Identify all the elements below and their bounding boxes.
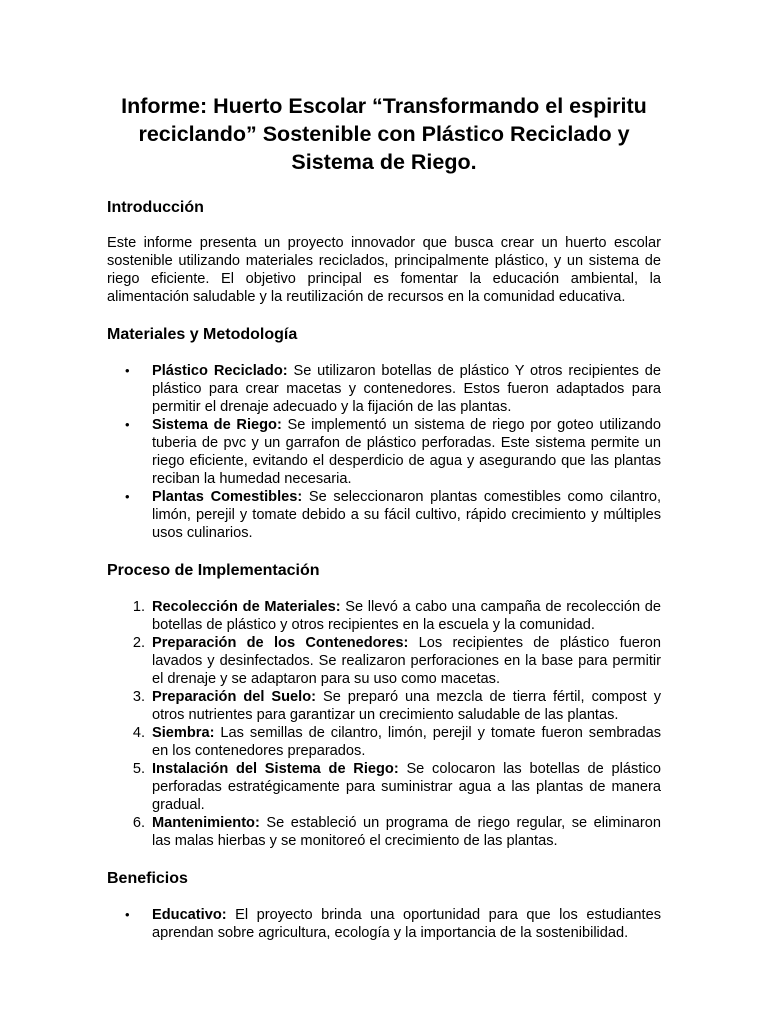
- list-item: [107, 814, 661, 850]
- bullet-marker: •: [125, 417, 130, 432]
- materials-list: [107, 362, 661, 542]
- list-item-label: Preparación del Suelo:: [152, 689, 316, 705]
- list-item: [107, 724, 661, 760]
- list-item: [107, 688, 661, 724]
- list-item: [107, 362, 661, 416]
- bullet-marker: •: [125, 489, 130, 504]
- list-item: [107, 598, 661, 634]
- section-heading-process: Proceso de Implementación: [107, 562, 320, 579]
- introduction-paragraph: Este informe presenta un proyecto innovador que busca crear un huerto escolar sostenible utilizando materiales reciclados, principalmente plástico, y un sistema de riego eficiente. El objetivo principal es fomentar la educación ambiental, la alimentación saludable y la reutilización de recursos en la comunidad educativa.: [107, 235, 661, 305]
- list-item: [107, 416, 661, 488]
- list-number: 6.: [132, 815, 145, 831]
- list-number: 3.: [132, 689, 145, 705]
- list-item-label: Preparación de los Contenedores:: [152, 635, 409, 651]
- list-item-text: Se implementó un sistema de riego por goteo utilizando tuberia de pvc y un garrafon de plástico perforadas. Este sistema permite un riego eficiente, evitando el desperdicio de agua y asegurando que las plantas reciban la humedad necesaria.: [152, 417, 661, 487]
- list-number: 4.: [132, 725, 145, 741]
- list-item: [107, 488, 661, 542]
- document-title: Informe: Huerto Escolar “Transformando el espiritu reciclando” Sostenible con Plástico Reciclado y Sistema de Riego.: [121, 94, 647, 174]
- document-page: [107, 92, 661, 942]
- list-number: 2.: [132, 635, 145, 651]
- list-item-text: Los recipientes de plástico fueron lavados y desinfectados. Se realizaron perforaciones en la base para permitir el drenaje y se adaptaron para su uso como macetas.: [152, 635, 661, 687]
- list-item-text: Se colocaron las botellas de plástico perforadas estratégicamente para suministrar agua a las plantas de manera gradual.: [152, 761, 661, 813]
- process-list: [107, 598, 661, 850]
- bullet-marker: •: [125, 907, 130, 922]
- list-item-label: Plástico Reciclado:: [152, 363, 288, 379]
- section-heading-materials: Materiales y Metodología: [107, 326, 298, 343]
- list-item-label: Siembra:: [152, 725, 215, 741]
- list-item-text: Las semillas de cilantro, limón, perejil y tomate fueron sembradas en los contenedores preparados.: [152, 725, 661, 759]
- list-item-text: Se preparó una mezcla de tierra fértil, compost y otros nutrientes para garantizar un crecimiento saludable de las plantas.: [152, 689, 661, 723]
- list-item: [107, 634, 661, 688]
- list-number: 5.: [132, 761, 145, 777]
- list-item: [107, 760, 661, 814]
- list-item: [107, 906, 661, 942]
- section-heading-introduction: Introducción: [107, 199, 204, 216]
- list-item-label: Instalación del Sistema de Riego:: [152, 761, 399, 777]
- section-heading-benefits: Beneficios: [107, 870, 188, 887]
- list-item-text: Se utilizaron botellas de plástico Y otros recipientes de plástico para crear macetas y contenedores. Estos fueron adaptados para permitir el drenaje adecuado y la fijación de las plantas.: [152, 363, 661, 415]
- list-item-text: Se estableció un programa de riego regular, se eliminaron las malas hierbas y se monitoreó el crecimiento de las plantas.: [152, 815, 661, 849]
- list-item-label: Plantas Comestibles:: [152, 489, 303, 505]
- list-item-text: Se seleccionaron plantas comestibles como cilantro, limón, perejil y tomate debido a su fácil cultivo, rápido crecimiento y múltiples usos culinarios.: [152, 489, 661, 541]
- list-item-label: Sistema de Riego:: [152, 417, 282, 433]
- bullet-marker: •: [125, 363, 130, 378]
- list-item-label: Mantenimiento:: [152, 815, 260, 831]
- list-item-text: El proyecto brinda una oportunidad para que los estudiantes aprendan sobre agricultura, ecología y la importancia de la sostenibilidad.: [152, 907, 661, 941]
- list-item-label: Recolección de Materiales:: [152, 599, 341, 615]
- benefits-list: [107, 906, 661, 942]
- list-item-label: Educativo:: [152, 907, 227, 923]
- list-number: 1.: [132, 599, 145, 615]
- list-item-text: Se llevó a cabo una campaña de recolección de botellas de plástico y otros recipientes en la escuela y la comunidad.: [152, 599, 661, 633]
